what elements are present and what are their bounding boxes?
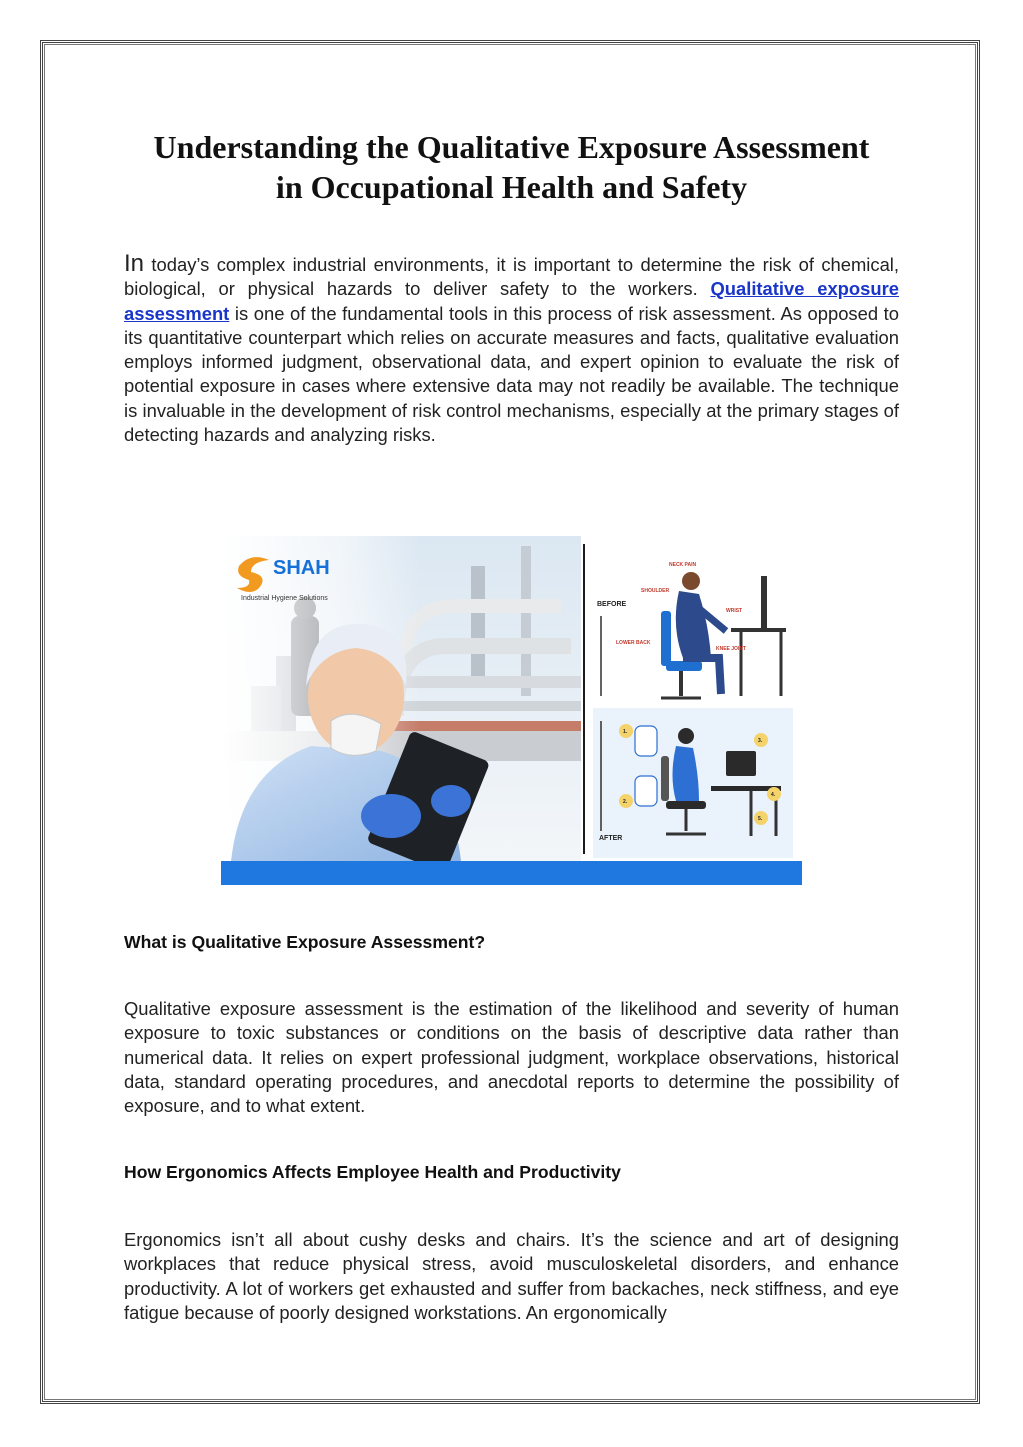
intro-paragraph	[124, 252, 899, 447]
label-shoulder: SHOULDER	[641, 588, 670, 594]
intro-text-end: is one of the fundamental tools in this process of risk assessment. As opposed to its quantitative counterpart which relies on accurate measures and facts, qualitative evaluation employs informed judgment, observational data, and expert opinion to evaluate the risk of potential exposure in cases where extensive data may not readily be available. The technique is invaluable in the development of risk control mechanisms, especially at the primary stages of detecting hazards and analyzing risks.	[124, 302, 899, 446]
step-3: 3.	[758, 738, 763, 744]
hero-illustration	[221, 536, 802, 885]
logo-text: SHAH	[273, 557, 330, 579]
label-neck-pain: NECK PAIN	[669, 562, 697, 568]
after-label: AFTER	[599, 835, 623, 842]
qualitative-exposure-assessment-link[interactable]: Qualitative exposure assessment	[124, 278, 899, 324]
title-line-1: Understanding the Qualitative Exposure Assessment	[153, 129, 870, 165]
label-wrist: WRIST	[726, 608, 743, 614]
step-4: 4.	[771, 792, 776, 798]
article-title	[124, 127, 899, 207]
step-1: 1.	[623, 729, 628, 735]
step-2: 2.	[623, 799, 628, 805]
label-knee-joint: KNEE JOINT	[716, 646, 747, 652]
intro-text-start: today’s complex industrial environments, it is important to determine the risk of chemical, biological, or physical hazards to deliver safety to the workers.	[124, 254, 899, 300]
section-body-what-is: Qualitative exposure assessment is the estimation of the likelihood and severity of human exposure to toxic substances or conditions on the basis of descriptive data rather than numerical data. It relies on expert professional judgment, workplace observations, historical data, standard operating procedures, and anecdotal reports to determine the possibility of exposure, and to what extent.	[124, 998, 899, 1117]
before-label: BEFORE	[597, 601, 627, 608]
section-body-ergonomics: Ergonomics isn’t all about cushy desks and chairs. It’s the science and art of designing workplaces that reduce physical stress, avoid musculoskeletal disorders, and enhance productivity. A lot of workers get exhausted and suffer from backaches, neck stiffness, and eye fatigue because of poorly designed workstations. An ergonomically	[124, 1229, 899, 1323]
label-lower-back: LOWER BACK	[616, 640, 651, 646]
title-line-2: in Occupational Health and Safety	[275, 169, 748, 205]
section-heading-what-is: What is Qualitative Exposure Assessment?	[124, 932, 486, 952]
logo-tagline: Industrial Hygiene Solutions	[241, 595, 328, 602]
hero-image	[221, 536, 802, 885]
section-heading-ergonomics: How Ergonomics Affects Employee Health and Productivity	[124, 1162, 621, 1182]
intro-dropcap: In	[124, 250, 145, 277]
step-5: 5.	[758, 816, 763, 822]
